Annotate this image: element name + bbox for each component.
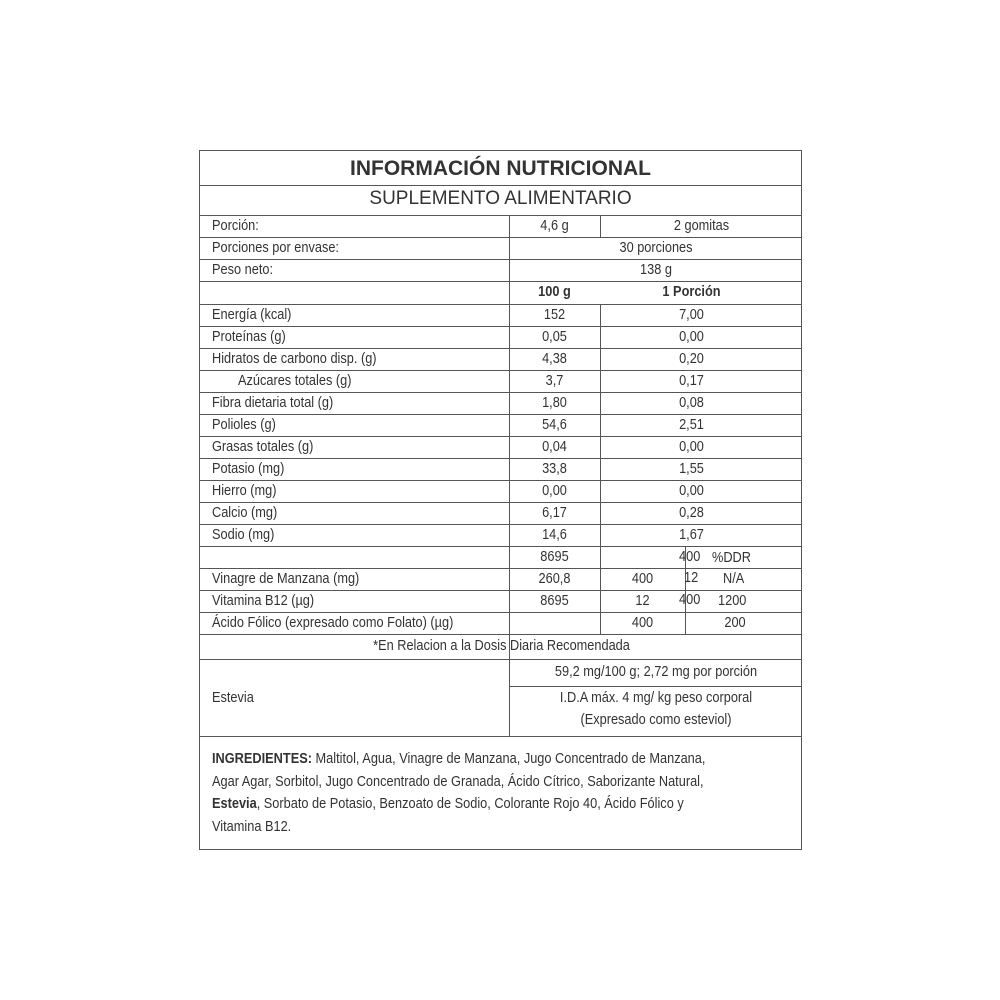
column-header-100g: 100 g — [538, 284, 571, 300]
estevia-note: (Expresado como esteviol) — [580, 712, 732, 728]
nutrient-per-portion: 0,00 — [679, 483, 704, 499]
row-divider — [200, 736, 801, 737]
nutrient-per-portion: 400 — [631, 571, 654, 587]
ddr-header-per100: 8695 — [540, 549, 569, 565]
nutrient-per-portion: 2,51 — [679, 417, 704, 433]
nutrient-overlap: 12 — [684, 570, 699, 586]
nutrient-name: Fibra dietaria total (g) — [212, 395, 334, 411]
column-header-portion: 1 Porción — [662, 284, 721, 300]
estevia-label: Estevia — [212, 690, 254, 706]
ddr-header: %DDR — [712, 550, 751, 566]
nutrient-name: Vinagre de Manzana (mg) — [212, 571, 360, 587]
ddr-header-overlap: 400 — [679, 549, 701, 565]
nutrient-per-portion: 0,08 — [679, 395, 704, 411]
nutrient-per100: 260,8 — [538, 571, 571, 587]
row-divider — [200, 326, 801, 327]
row-divider — [200, 436, 801, 437]
nutrient-name: Ácido Fólico (expresado como Folato) (µg) — [212, 615, 454, 631]
estevia-ida: I.D.A máx. 4 mg/ kg peso corporal — [559, 690, 753, 706]
nutrient-per100: 0,00 — [542, 483, 567, 499]
row-divider — [200, 392, 801, 393]
nutrient-ddr: N/A — [723, 571, 745, 587]
nutrient-per-portion: 1,55 — [679, 461, 704, 477]
row-divider — [509, 686, 801, 687]
divider — [200, 215, 801, 216]
column-divider — [600, 304, 601, 634]
ingredients-line — [212, 748, 740, 771]
nutrient-per-portion: 1,67 — [679, 527, 704, 543]
row-divider — [200, 634, 801, 635]
row-divider — [200, 612, 801, 613]
row-divider — [200, 458, 801, 459]
ingredients-text: Vitamina B12. — [212, 818, 292, 835]
porciones-label: Porciones por envase: — [212, 240, 339, 256]
nutrient-per100: 54,6 — [542, 417, 567, 433]
nutrient-overlap: 400 — [679, 592, 701, 608]
nutrient-per100: 152 — [543, 307, 566, 323]
row-divider — [200, 590, 801, 591]
nutrient-name: Potasio (mg) — [212, 461, 285, 477]
label-title: INFORMACIÓN NUTRICIONAL — [350, 157, 651, 180]
nutrient-per100: 8695 — [540, 593, 569, 609]
nutrient-ddr: 1200 — [718, 593, 747, 609]
ingredients-line — [212, 793, 740, 816]
row-divider — [200, 502, 801, 503]
nutrient-name: Vitamina B12 (µg) — [212, 593, 315, 609]
ingredients-text: , Sorbato de Potasio, Benzoato de Sodio, Colorante Rojo 40, Ácido Fólico y — [256, 796, 684, 812]
ingredients-line — [212, 771, 740, 794]
nutrient-per-portion: 0,17 — [679, 373, 704, 389]
row-divider — [200, 370, 801, 371]
nutrient-name: Hidratos de carbono disp. (g) — [212, 351, 377, 367]
nutrient-per100: 6,17 — [542, 505, 567, 521]
nutrient-name: Proteínas (g) — [212, 329, 286, 345]
row-divider — [200, 546, 801, 547]
nutrient-name: Energía (kcal) — [212, 307, 292, 323]
peso-value: 138 g — [640, 262, 672, 278]
row-divider — [200, 524, 801, 525]
ingredients-line — [212, 816, 740, 839]
ingredient-bold: Estevia — [212, 796, 257, 812]
nutrient-per-portion: 7,00 — [679, 307, 704, 323]
estevia-dose: 59,2 mg/100 g; 2,72 mg por porción — [554, 664, 758, 680]
nutrient-ddr: 200 — [724, 615, 746, 631]
nutrient-name: Azúcares totales (g) — [238, 373, 352, 389]
nutrient-per-portion: 0,00 — [679, 329, 704, 345]
nutrient-per100: 0,05 — [542, 329, 567, 345]
nutrient-per100: 33,8 — [542, 461, 567, 477]
nutrient-per100: 0,04 — [542, 439, 567, 455]
footnote: *En Relacion a la Dosis Diaria Recomendada — [373, 638, 630, 654]
nutrient-per100: 4,38 — [542, 351, 567, 367]
row-divider — [200, 348, 801, 349]
divider — [200, 185, 801, 186]
nutrient-name: Polioles (g) — [212, 417, 276, 433]
row-divider — [200, 659, 801, 660]
nutrient-name: Grasas totales (g) — [212, 439, 314, 455]
ingredients-text: Maltitol, Agua, Vinagre de Manzana, Jugo Concentrado de Manzana, — [311, 751, 706, 767]
label-subtitle: SUPLEMENTO ALIMENTARIO — [369, 188, 632, 209]
ingredients-block — [212, 748, 740, 838]
row-divider — [200, 568, 801, 569]
porcion-grams: 4,6 g — [540, 218, 569, 234]
nutrient-per100: 3,7 — [545, 373, 564, 389]
porcion-units: 2 gomitas — [673, 218, 730, 234]
row-divider — [200, 237, 801, 238]
column-divider — [509, 215, 510, 736]
nutrient-per100: 14,6 — [542, 527, 567, 543]
nutrient-per-portion: 0,20 — [679, 351, 704, 367]
row-divider — [200, 304, 801, 305]
nutrient-per100: 1,80 — [542, 395, 567, 411]
row-divider — [200, 480, 801, 481]
ingredients-text: Agar Agar, Sorbitol, Jugo Concentrado de Granada, Ácido Cítrico, Saborizante Natural, — [212, 773, 704, 790]
porcion-label: Porción: — [212, 218, 259, 234]
nutrient-per-portion: 400 — [631, 615, 654, 631]
nutrient-name: Hierro (mg) — [212, 483, 277, 499]
row-divider — [200, 281, 801, 282]
nutrient-per-portion: 0,00 — [679, 439, 704, 455]
column-divider — [600, 215, 601, 237]
porciones-value: 30 porciones — [619, 240, 693, 256]
row-divider — [200, 259, 801, 260]
nutrition-label — [199, 150, 802, 850]
nutrient-per-portion: 0,28 — [679, 505, 704, 521]
nutrient-name: Sodio (mg) — [212, 527, 275, 543]
nutrient-per-portion: 12 — [635, 593, 650, 609]
nutrient-name: Calcio (mg) — [212, 505, 278, 521]
peso-label: Peso neto: — [212, 262, 274, 278]
ingredients-label: INGREDIENTES: — [212, 751, 312, 767]
row-divider — [200, 414, 801, 415]
